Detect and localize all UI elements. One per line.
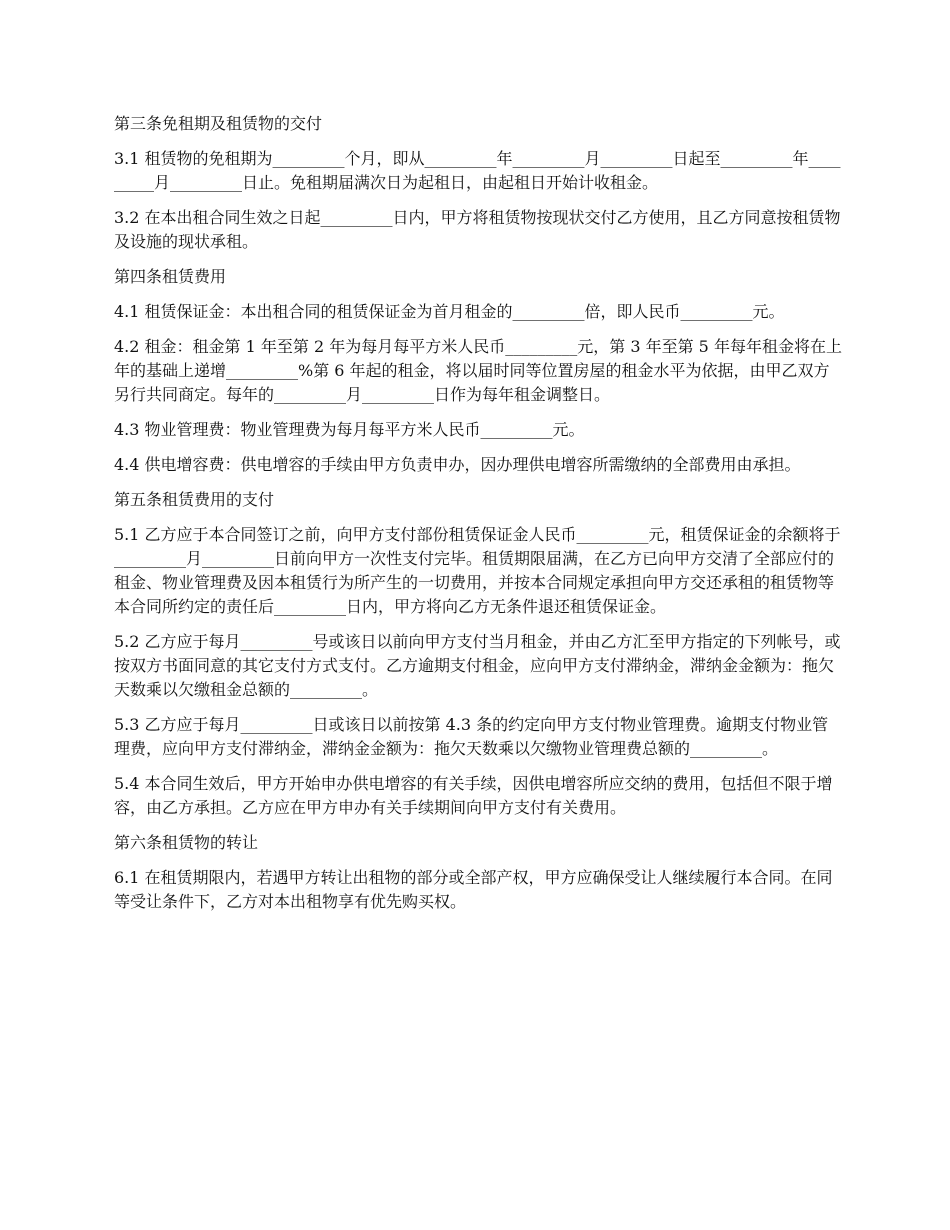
clause-6-1: 6.1 在租赁期限内，若遇甲方转让出租物的部分或全部产权，甲方应确保受让人继续履行本合同。在同等受让条件下，乙方对本出租物享有优先购买权。	[114, 868, 833, 911]
clause-5-2: 5.2 乙方应于每月_________号或该日以前向甲方支付当月租金，并由乙方汇至甲方指定的下列帐号，或按双方书面同意的其它支付方式支付。乙方逾期支付租金，应向甲方支付滞纳金，滞纳金金额为：拖欠天数乘以欠缴租金总额的_________。	[114, 632, 841, 699]
clause-4-4: 4.4 供电增容费：供电增容的手续由甲方负责申办，因办理供电增容所需缴纳的全部费用由承担。	[114, 455, 801, 474]
document-page	[114, 112, 844, 925]
section-heading-3: 第三条免租期及租赁物的交付	[114, 114, 323, 133]
clause-5-1: 5.1 乙方应于本合同签订之前，向甲方支付部份租赁保证金人民币_________元，租赁保证金的余额将于_________月_________日前向甲方一次性支付完毕。租赁期限届满，在乙方已向甲方交清了全部应付的租金、物业管理费及因本租赁行为所产生的一切费用，并按本合同规定承担向甲方交还承租的租赁物等本合同所约定的责任后_________日内，甲方将向乙方无条件退还租赁保证金。	[114, 525, 841, 616]
section-heading-4: 第四条租赁费用	[114, 267, 227, 286]
clause-4-1: 4.1 租赁保证金：本出租合同的租赁保证金为首月租金的_________倍，即人民币_________元。	[114, 302, 785, 321]
clause-4-3: 4.3 物业管理费：物业管理费为每月每平方米人民币_________元。	[114, 420, 585, 439]
clause-5-3: 5.3 乙方应于每月_________日或该日以前按第 4.3 条的约定向甲方支付物业管理费。逾期支付物业管理费，应向甲方支付滞纳金，滞纳金金额为：拖欠天数乘以欠缴物业管理费总额的_________。	[114, 715, 829, 758]
section-heading-6: 第六条租赁物的转让	[114, 833, 259, 852]
clause-5-4: 5.4 本合同生效后，甲方开始申办供电增容的有关手续，因供电增容所应交纳的费用，包括但不限于增容，由乙方承担。乙方应在甲方申办有关手续期间向甲方支付有关费用。	[114, 774, 833, 817]
clause-4-2: 4.2 租金：租金第 1 年至第 2 年为每月每平方米人民币_________元，第 3 年至第 5 年每年租金将在上年的基础上递增_________%第 6 年起的租金，将以届时同等位置房屋的租金水平为依据，由甲乙双方另行共同商定。每年的_________月_________日作为每年租金调整日。	[114, 337, 842, 404]
section-heading-5: 第五条租赁费用的支付	[114, 490, 275, 509]
clause-3-1: 3.1 租赁物的免租期为_________个月，即从_________年_________月_________日起至_________年_________月_________日止。免租期届满次日为起租日，由起租日开始计收租金。	[114, 149, 841, 192]
clause-3-2: 3.2 在本出租合同生效之日起_________日内，甲方将租赁物按现状交付乙方使用，且乙方同意按租赁物及设施的现状承租。	[114, 208, 841, 251]
